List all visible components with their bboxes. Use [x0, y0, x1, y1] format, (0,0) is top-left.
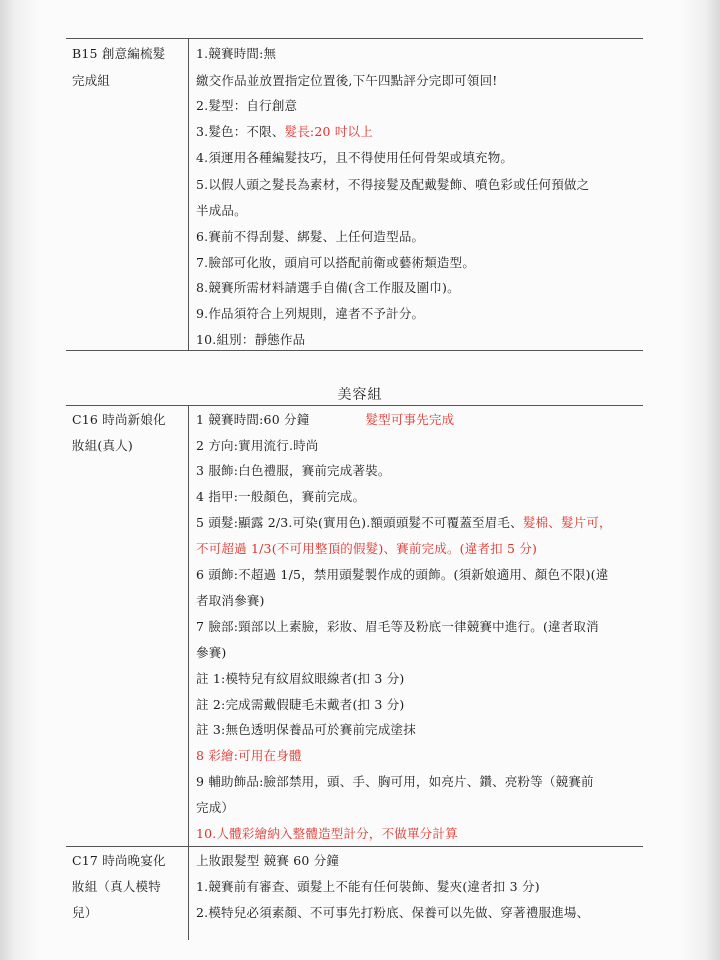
c17-category-title: C17 時尚晚宴化: [72, 853, 166, 868]
b15-rule-line: [196, 73, 498, 89]
c17-category-title: 兒）: [72, 905, 98, 920]
b15-category-title: 完成組: [72, 73, 111, 88]
rule-text: 參賽): [196, 645, 227, 660]
section-title: 美容組: [337, 387, 383, 403]
rule-text: 繳交作品並放置指定位置後,下午四點評分完即可領回!: [196, 73, 498, 88]
rule-text: 半成品。: [196, 203, 247, 218]
b15-rule-line: [196, 98, 297, 114]
rule-text: 9 輔助飾品:臉部禁用，頭、手、胸可用，如亮片、鑽、亮粉等（競賽前: [196, 774, 594, 789]
rule-text: 3.髮色：不限、: [196, 124, 285, 139]
c16-rule-line: [196, 489, 365, 505]
c16-rule-line: [196, 593, 265, 609]
column-divider: [188, 38, 189, 350]
c16-rule-line: [196, 800, 234, 816]
rule-text: 7.臉部可化妝，頭肩可以搭配前衛或藝術類造型。: [196, 255, 476, 270]
rule-text: 4.須運用各種編髮技巧，且不得使用任何骨架或填充物。: [196, 150, 514, 165]
rule-text: 完成）: [196, 800, 235, 815]
table-rule: [66, 38, 643, 39]
c16-rule-line: [196, 412, 454, 428]
rule-text: 5.以假人頭之髮長為素材，不得接髮及配戴髮飾、噴色彩或任何預做之: [196, 177, 590, 192]
c17-rule-line: [196, 905, 589, 921]
rule-text: 上妝跟髮型 競賽 60 分鐘: [196, 853, 340, 868]
c16-rule-line: [196, 826, 458, 842]
c16-rule-line: [196, 619, 599, 635]
highlight-text: 8 彩繪:可用在身體: [196, 748, 302, 763]
b15-rule-line: [196, 124, 373, 140]
b15-rule-line: [196, 255, 475, 271]
c17-rule-line: [196, 879, 540, 895]
b15-category-title: B15 創意編梳髮: [72, 46, 166, 61]
rule-text: 2 方向:實用流行.時尚: [196, 438, 319, 453]
rule-text: 註 3:無色透明保養品可於賽前完成塗抹: [196, 722, 416, 737]
rule-text: 5 頭髮:顯露 2/3.可染(實用色).額頭頭髮不可覆蓋至眉毛、: [196, 515, 523, 530]
highlight-text: 10.人體彩繪納入整體造型計分，不做單分計算: [196, 826, 458, 841]
highlight-text: 髮長:20 吋以上: [284, 124, 373, 139]
rule-text: 註 2:完成需戴假睫毛未戴者(扣 3 分): [196, 697, 405, 712]
c16-rule-line: [196, 671, 405, 687]
rule-text: 註 1:模特兒有紋眉紋眼線者(扣 3 分): [196, 671, 405, 686]
rule-text: 1.競賽前有審查、頭髮上不能有任何裝飾、髮夾(違者扣 3 分): [196, 879, 540, 894]
c16-rule-line: [196, 748, 302, 764]
rule-text: 2.髮型：自行創意: [196, 98, 298, 113]
c17-rule-line: [196, 853, 339, 869]
b15-rule-line: [196, 306, 424, 322]
rule-text: 1.競賽時間:無: [196, 46, 277, 61]
rule-text: 7 臉部:頸部以上素臉，彩妝、眉毛等及粉底一律競賽中進行。(違者取消: [196, 619, 599, 634]
highlight-text: 髮型可事先完成: [365, 412, 455, 427]
rule-text: 9.作品須符合上列規則，違者不予計分。: [196, 306, 425, 321]
rule-text: 6 頭飾:不超過 1/5，禁用頭髮製作成的頭飾。(須新娘適用、顏色不限)(違: [196, 567, 609, 582]
c16-category-title: 妝組(真人): [72, 438, 133, 453]
b15-rule-line: [196, 203, 247, 219]
c16-category-title: C16 時尚新娘化: [72, 412, 166, 427]
rule-text: 10.組別：靜態作品: [196, 332, 306, 347]
rule-text: 1 競賽時間:60 分鐘: [196, 412, 310, 427]
c16-rule-line: [196, 438, 319, 454]
c16-rule-line: [196, 515, 612, 531]
rule-text: 6.賽前不得刮髮、綁髮、上任何造型品。: [196, 229, 425, 244]
highlight-text: 髮棉、髮片可，: [522, 515, 612, 530]
rule-text: 8.競賽所需材料請選手自備(含工作服及圍巾)。: [196, 280, 460, 295]
b15-rule-line: [196, 150, 513, 166]
table-rule: [66, 350, 643, 351]
table-rule: [66, 405, 643, 406]
rule-text: 者取消參賽): [196, 593, 265, 608]
c16-rule-line: [196, 722, 416, 738]
rule-text: 2.模特兒必須素顏、不可事先打粉底、保養可以先做、穿著禮服進場、: [196, 905, 590, 920]
table-rule: [66, 846, 643, 847]
highlight-text: 不可超過 1/3(不可用整頂的假髮)、賽前完成。(違者扣 5 分): [196, 541, 538, 556]
rule-text: 4 指甲:一般顏色，賽前完成。: [196, 489, 366, 504]
c16-rule-line: [196, 541, 537, 557]
c16-rule-line: [196, 697, 405, 713]
c16-rule-line: [196, 463, 391, 479]
b15-rule-line: [196, 229, 424, 245]
c16-rule-line: [196, 567, 608, 583]
b15-rule-line: [196, 280, 460, 296]
c16-rule-line: [196, 645, 226, 661]
c16-rule-line: [196, 774, 594, 790]
rule-text: 3 服飾:白色禮服，賽前完成著裝。: [196, 463, 391, 478]
c17-category-title: 妝組（真人模特: [72, 879, 161, 894]
column-divider: [188, 405, 189, 940]
b15-rule-line: [196, 46, 276, 62]
b15-rule-line: [196, 332, 305, 348]
b15-rule-line: [196, 177, 589, 193]
